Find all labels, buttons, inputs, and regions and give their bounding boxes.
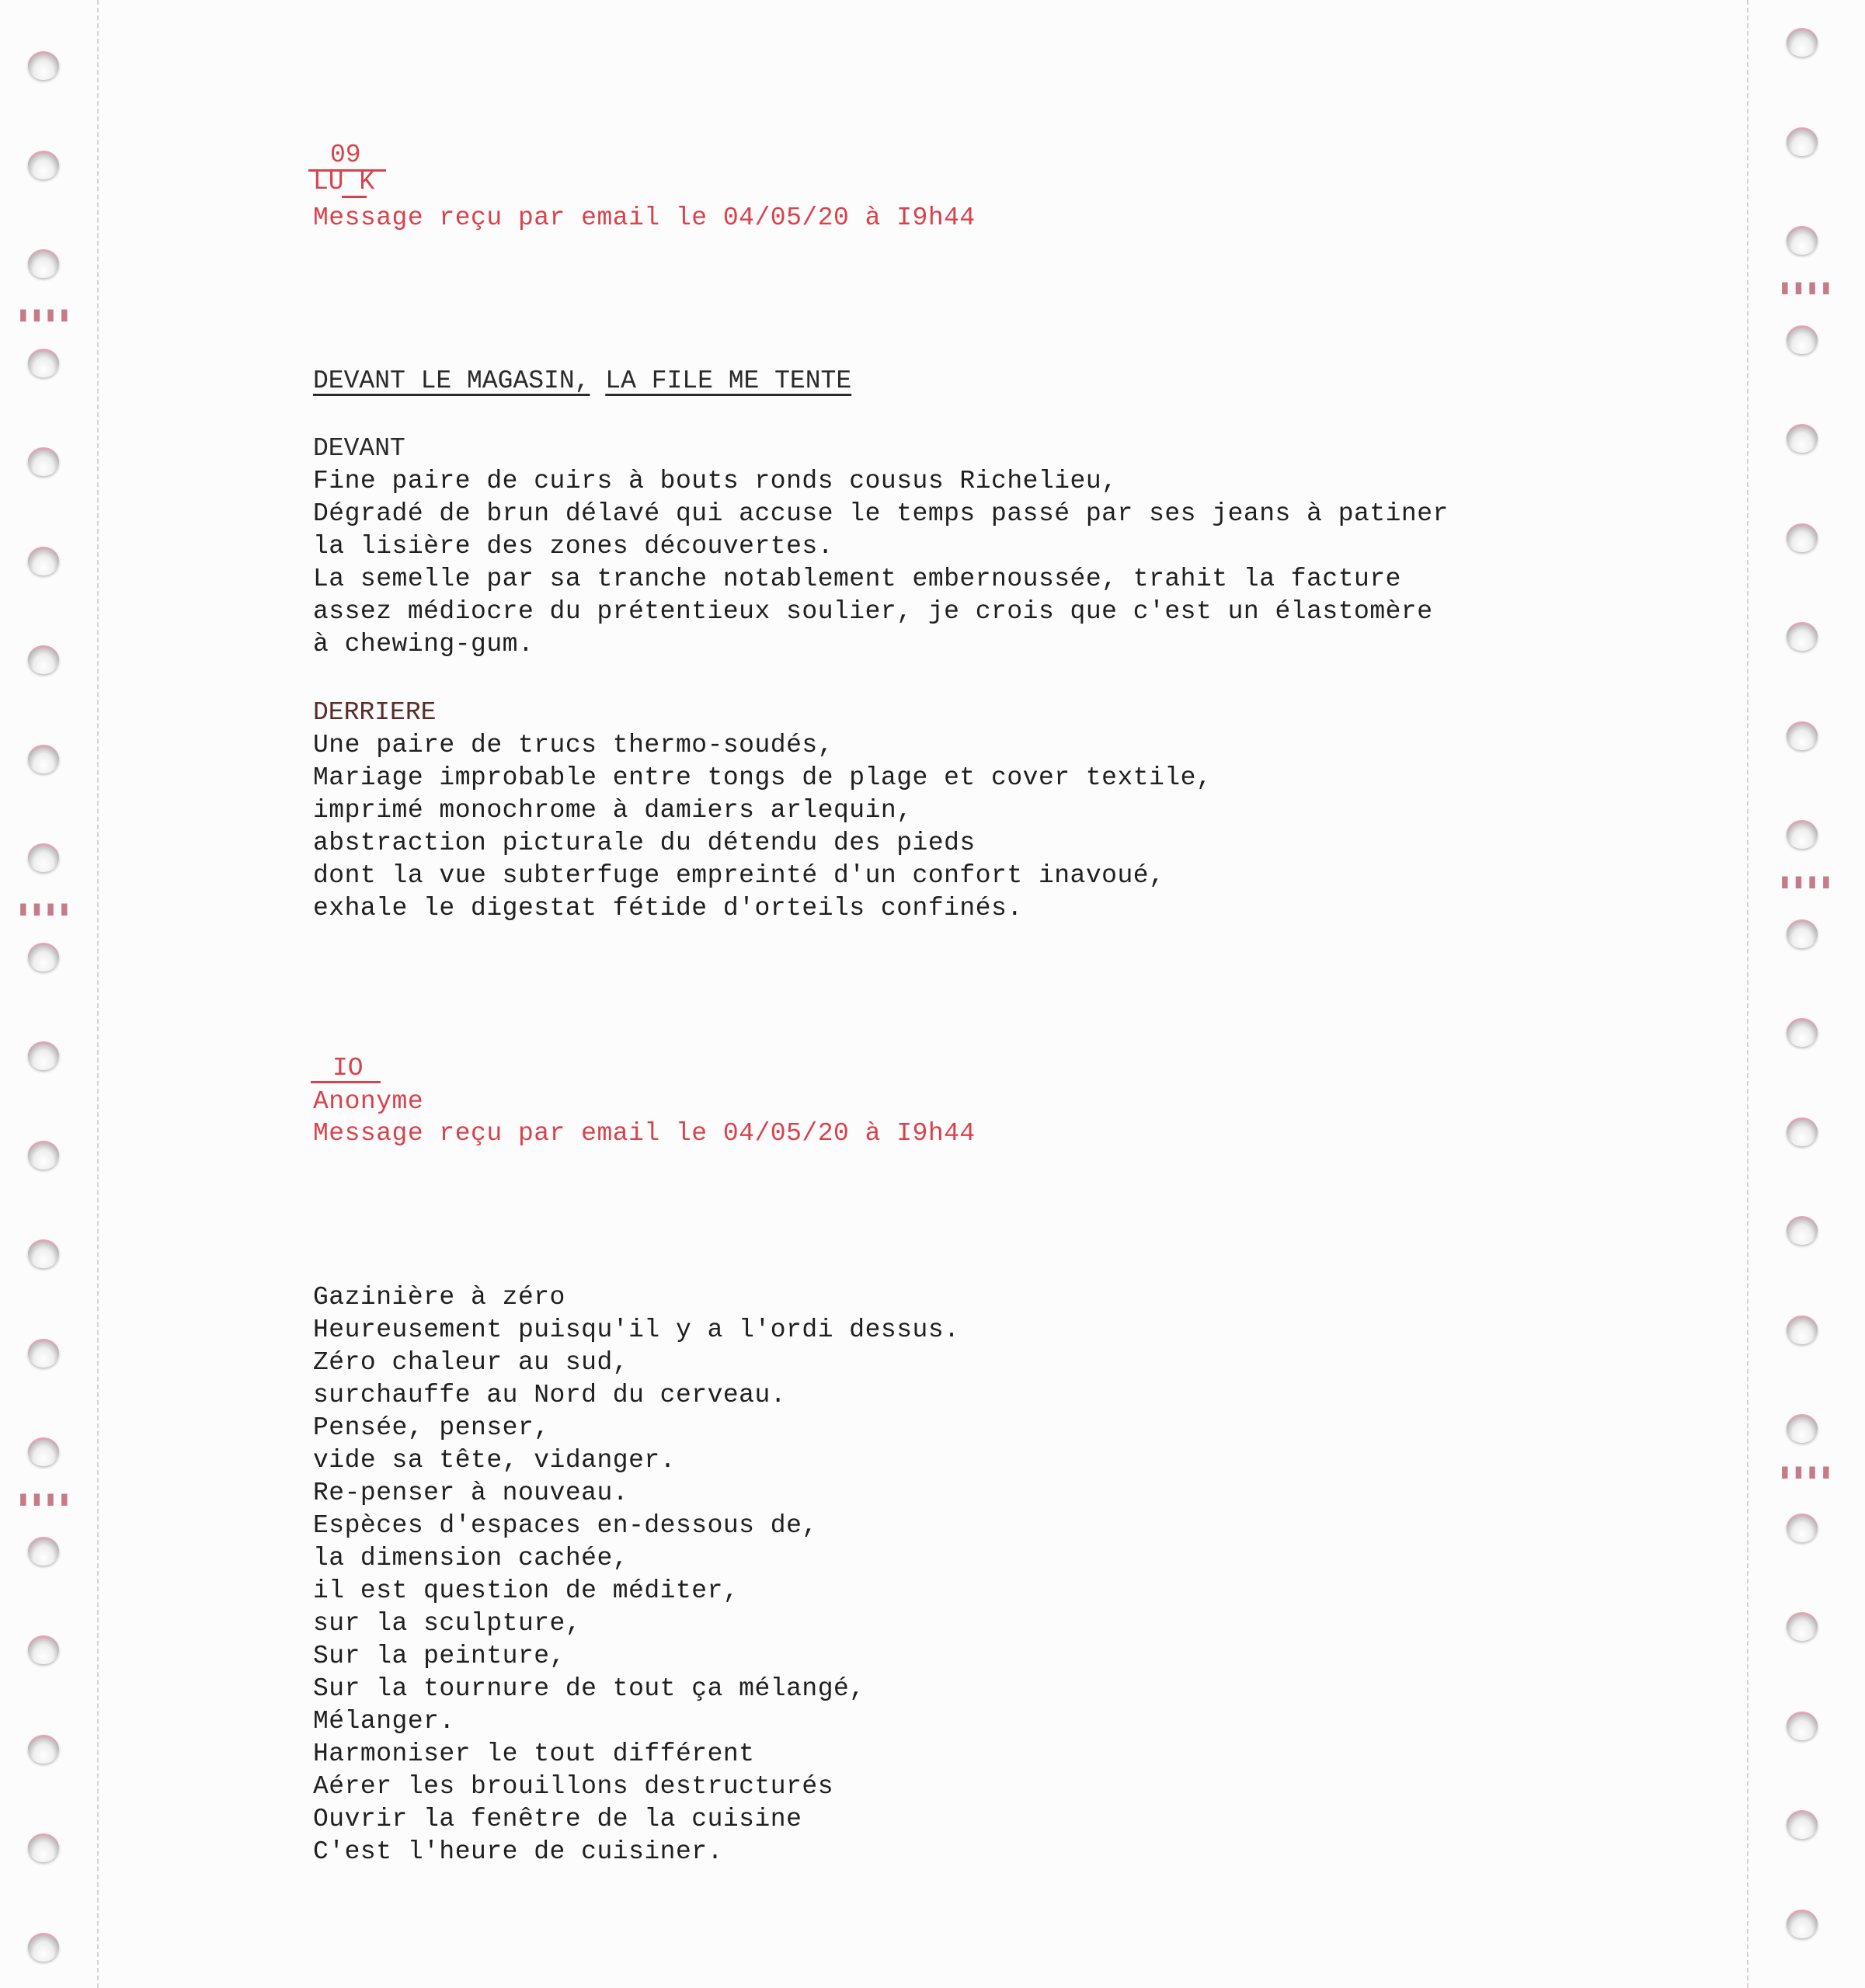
text-line: abstraction picturale du détendu des pieds bbox=[313, 829, 976, 857]
text-line: exhale le digestat fétide d'orteils confinés. bbox=[313, 894, 1023, 923]
feed-hole bbox=[1787, 1216, 1818, 1245]
feed-hole bbox=[1787, 622, 1818, 651]
feed-hole bbox=[1787, 28, 1818, 57]
feed-hole bbox=[1787, 919, 1818, 948]
section-heading-derriere: DERRIERE bbox=[313, 698, 437, 727]
feed-hole bbox=[1787, 1612, 1818, 1641]
feed-hole bbox=[28, 151, 59, 179]
feed-hole bbox=[28, 447, 59, 476]
feed-hole bbox=[1787, 1810, 1818, 1839]
author-underline bbox=[342, 196, 367, 198]
feed-hole bbox=[28, 51, 59, 80]
entry-title bbox=[313, 365, 851, 398]
feed-hole bbox=[1787, 820, 1818, 849]
text-line: Dégradé de brun délavé qui accuse le temps passé par ses jeans à patiner bbox=[313, 499, 1449, 528]
feed-hole bbox=[1787, 325, 1818, 354]
feed-hole bbox=[1787, 127, 1818, 156]
feed-hole bbox=[28, 1833, 59, 1862]
entry-number: IO bbox=[332, 1054, 364, 1083]
feed-hole bbox=[28, 943, 59, 971]
text-line: sur la sculpture, bbox=[313, 1609, 582, 1638]
text-line: imprimé monochrome à damiers arlequin, bbox=[313, 796, 913, 825]
text-line: La semelle par sa tranche notablement embernoussée, trahit la facture bbox=[313, 565, 1401, 593]
text-line: Heureusement puisqu'il y a l'ordi dessus. bbox=[313, 1315, 960, 1344]
margin-tick-mark: ▮▮▮▮ bbox=[1779, 870, 1834, 893]
feed-hole bbox=[1787, 523, 1818, 552]
section-devant-text bbox=[313, 465, 1449, 661]
text-line: Pensée, penser, bbox=[313, 1413, 550, 1442]
entry-number: 09 bbox=[330, 141, 361, 169]
text-line: dont la vue subterfuge empreinté d'un confort inavoué, bbox=[313, 861, 1165, 890]
feed-hole bbox=[1787, 721, 1818, 750]
text-line: il est question de méditer, bbox=[313, 1576, 739, 1605]
margin-tick-mark: ▮▮▮▮ bbox=[17, 1487, 72, 1510]
feed-hole bbox=[28, 547, 59, 575]
entry-author: LU K bbox=[313, 168, 375, 196]
feed-hole bbox=[28, 1141, 59, 1170]
number-underline bbox=[311, 1081, 381, 1083]
feed-hole bbox=[28, 349, 59, 377]
feed-hole bbox=[28, 1437, 59, 1466]
text-line: surchauffe au Nord du cerveau. bbox=[313, 1381, 787, 1409]
received-line: Message reçu par email le 04/05/20 à I9h44 bbox=[313, 203, 976, 232]
feed-hole bbox=[28, 1537, 59, 1566]
text-line: Mélanger. bbox=[313, 1707, 455, 1736]
section-heading-devant: DEVANT bbox=[313, 434, 405, 463]
text-line: Une paire de trucs thermo-soudés, bbox=[313, 731, 834, 759]
text-line: Mariage improbable entre tongs de plage et cover textile, bbox=[313, 763, 1213, 792]
margin-tick-mark: ▮▮▮▮ bbox=[1779, 1460, 1834, 1483]
right-perforation-line bbox=[1747, 0, 1748, 1988]
feed-hole bbox=[28, 1933, 59, 1962]
feed-hole bbox=[28, 1735, 59, 1764]
text-line: Espèces d'espaces en-dessous de, bbox=[313, 1511, 818, 1540]
text-line: assez médiocre du prétentieux soulier, je crois que c'est un élastomère bbox=[313, 597, 1433, 626]
margin-tick-mark: ▮▮▮▮ bbox=[17, 303, 72, 326]
received-line: Message reçu par email le 04/05/20 à I9h44 bbox=[313, 1119, 976, 1148]
feed-hole bbox=[1787, 1414, 1818, 1443]
text-line: Re-penser à nouveau. bbox=[313, 1479, 629, 1507]
text-line: la dimension cachée, bbox=[313, 1544, 629, 1573]
feed-hole bbox=[1787, 1514, 1818, 1542]
feed-hole bbox=[28, 1339, 59, 1368]
feed-hole bbox=[1787, 1910, 1818, 1938]
feed-hole bbox=[28, 1635, 59, 1664]
title-part-1: DEVANT LE MAGASIN, bbox=[313, 367, 590, 395]
poem-text bbox=[313, 1281, 959, 1868]
feed-hole bbox=[28, 249, 59, 278]
text-line: Ouvrir la fenêtre de la cuisine bbox=[313, 1805, 802, 1833]
title-part-2: LA FILE ME TENTE bbox=[605, 367, 852, 395]
text-line: Aérer les brouillons destructurés bbox=[313, 1772, 834, 1801]
feed-hole bbox=[28, 1239, 59, 1268]
feed-hole bbox=[1787, 424, 1818, 453]
text-line: C'est l'heure de cuisiner. bbox=[313, 1837, 723, 1866]
text-line: Zéro chaleur au sud, bbox=[313, 1348, 629, 1377]
left-tractor-margin bbox=[0, 0, 97, 1988]
text-line: Sur la peinture, bbox=[313, 1642, 565, 1670]
feed-hole bbox=[1787, 1117, 1818, 1146]
feed-hole bbox=[28, 1041, 59, 1070]
text-line: Harmoniser le tout différent bbox=[313, 1740, 755, 1768]
feed-hole bbox=[1787, 226, 1818, 255]
text-line: à chewing-gum. bbox=[313, 630, 534, 659]
margin-tick-mark: ▮▮▮▮ bbox=[17, 897, 72, 920]
text-line: Gazinière à zéro bbox=[313, 1283, 565, 1312]
text-line: Fine paire de cuirs à bouts ronds cousus Richelieu, bbox=[313, 467, 1118, 495]
entry-author: Anonyme bbox=[313, 1087, 424, 1116]
margin-tick-mark: ▮▮▮▮ bbox=[1779, 276, 1834, 299]
feed-hole bbox=[28, 843, 59, 872]
feed-hole bbox=[1787, 1315, 1818, 1344]
text-line: Sur la tournure de tout ça mélangé, bbox=[313, 1674, 865, 1703]
feed-hole bbox=[28, 645, 59, 674]
section-derriere-text bbox=[313, 729, 1212, 925]
feed-hole bbox=[1787, 1018, 1818, 1047]
text-line: la lisière des zones découvertes. bbox=[313, 532, 834, 561]
left-perforation-line bbox=[97, 0, 99, 1988]
feed-hole bbox=[1787, 1712, 1818, 1740]
text-line: vide sa tête, vidanger. bbox=[313, 1446, 676, 1475]
feed-hole bbox=[28, 745, 59, 773]
